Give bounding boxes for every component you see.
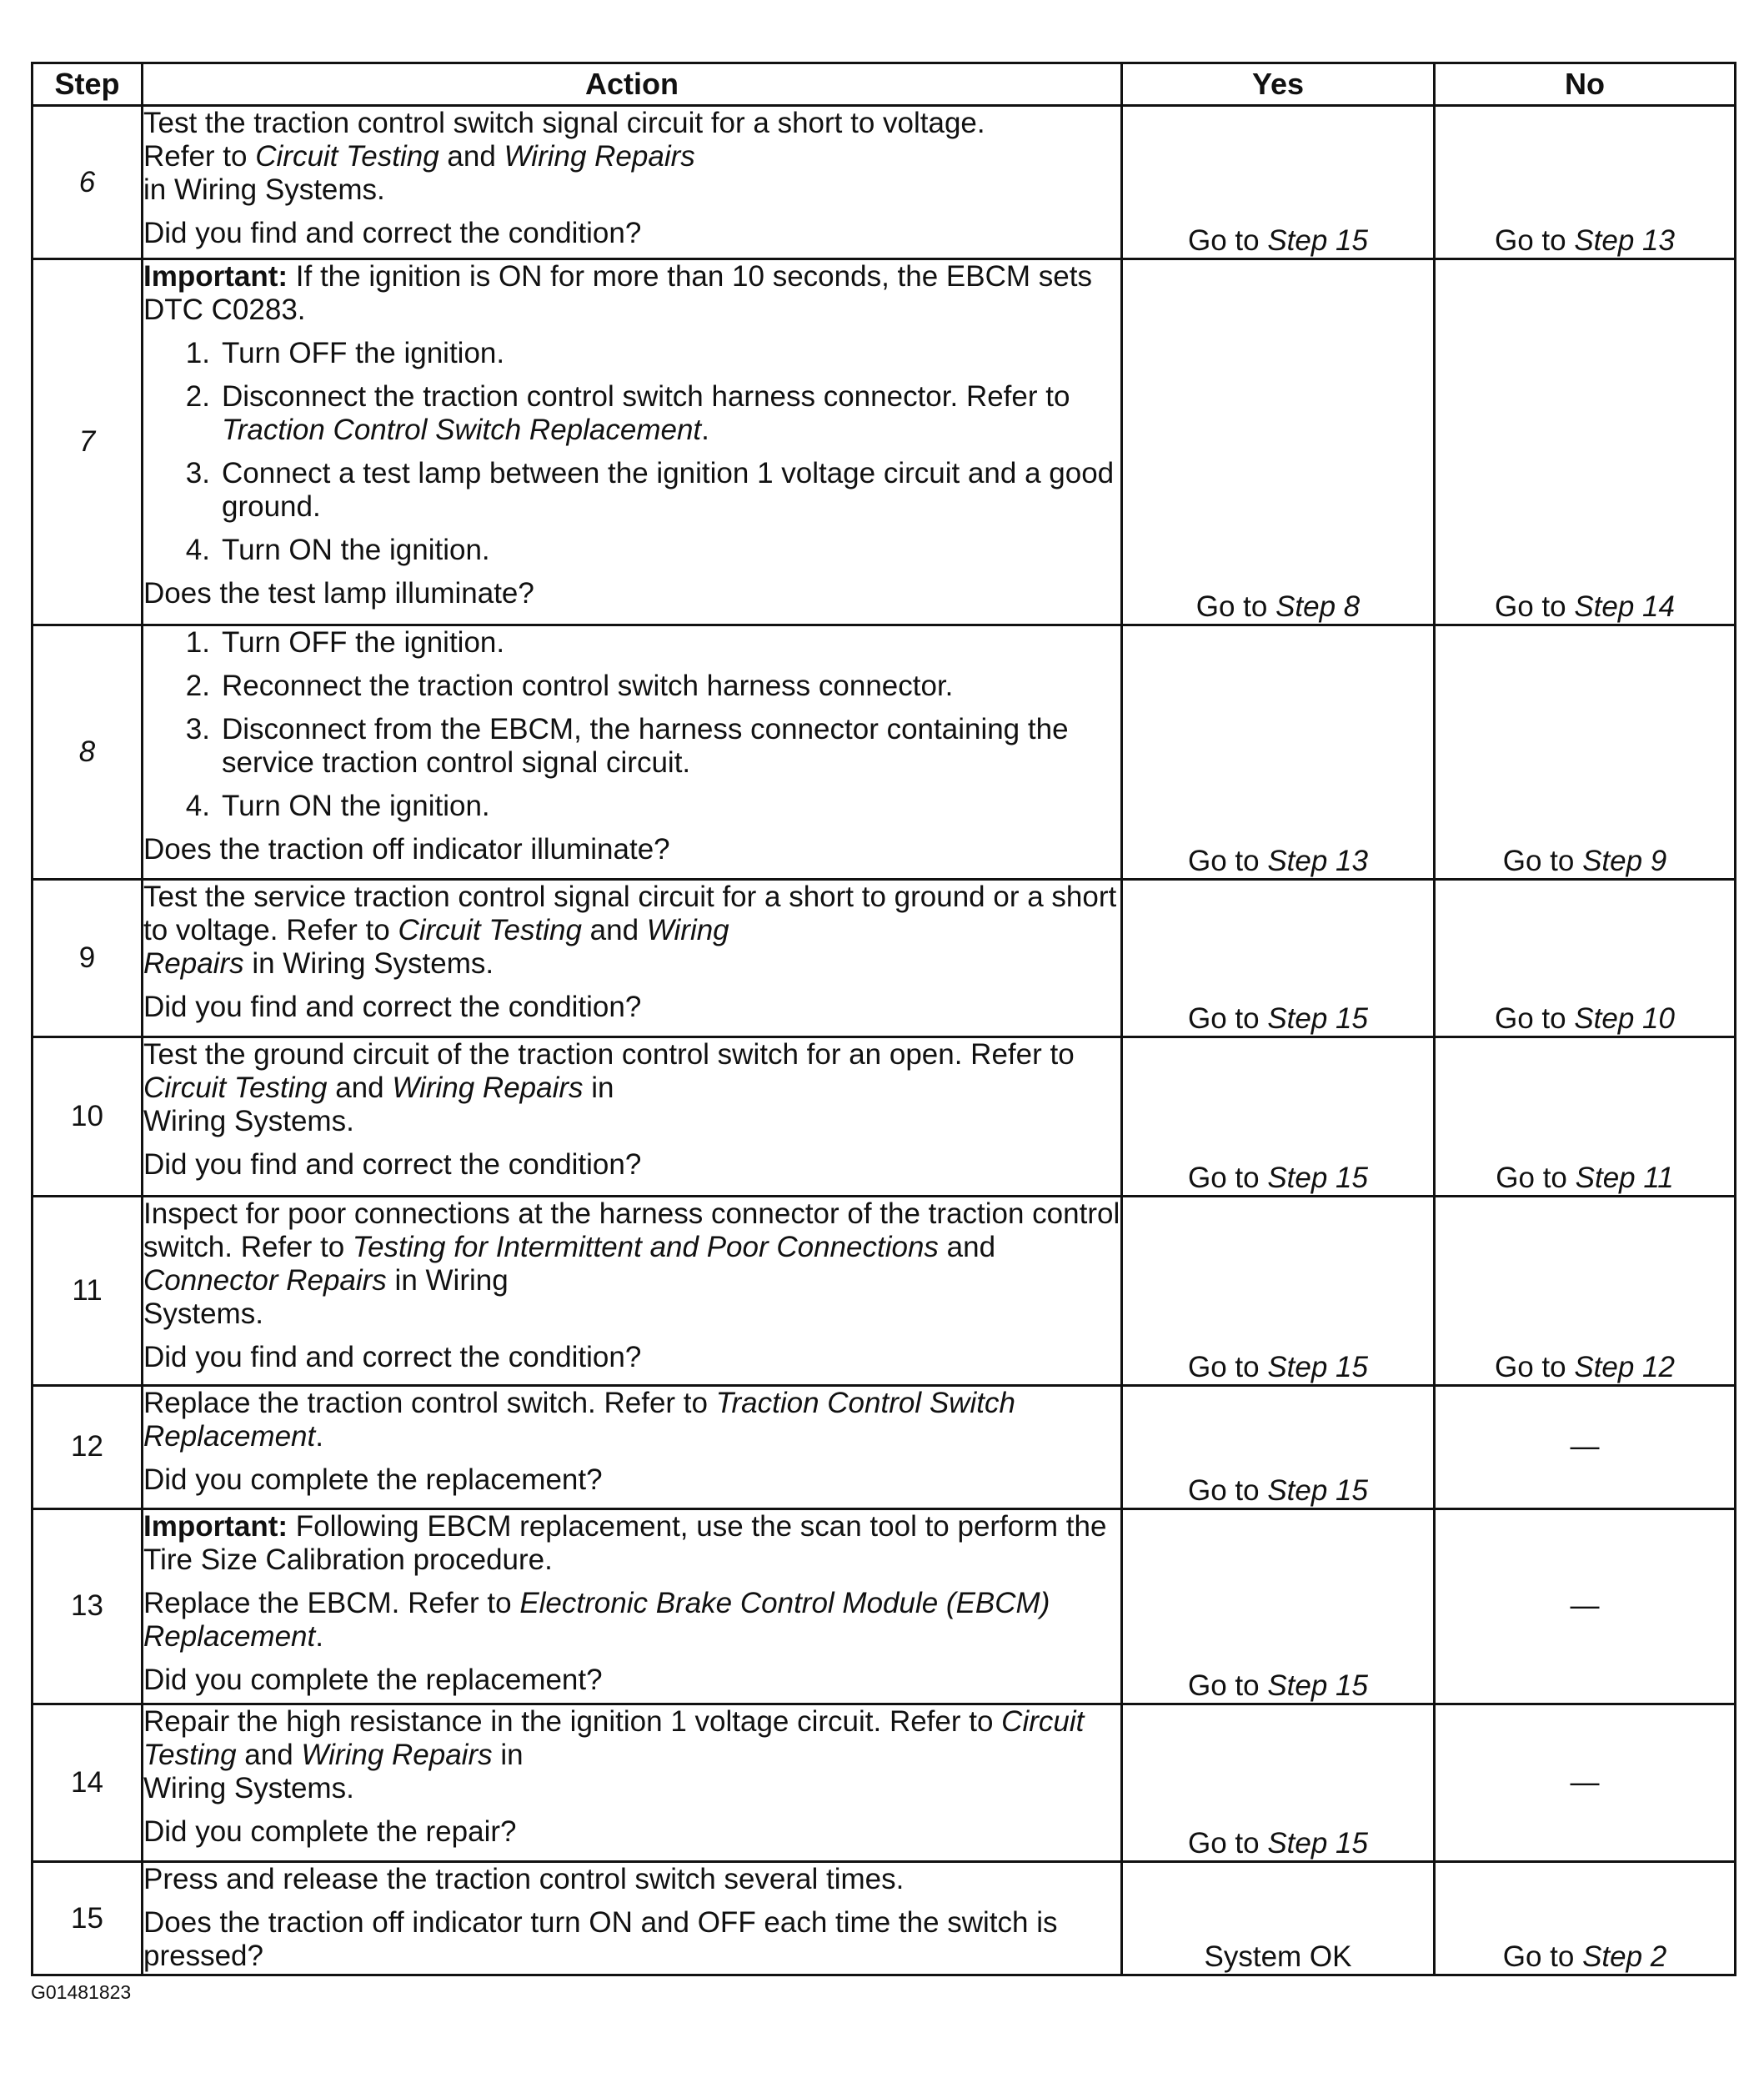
list-number: 1.	[185, 625, 210, 659]
yes-result	[1122, 106, 1435, 259]
text-run: Go to	[1495, 1350, 1575, 1383]
yes-result	[1122, 1862, 1435, 1975]
action-paragraph	[143, 1587, 1120, 1654]
action-cell	[143, 1508, 1122, 1704]
italic-ref: Step 12	[1574, 1350, 1675, 1383]
text-run: Go to	[1188, 1350, 1268, 1383]
italic-ref: Step 15	[1267, 1473, 1368, 1507]
text-run: in Wiring Systems.	[243, 947, 494, 981]
step-number: 11	[33, 1196, 143, 1385]
italic-ref: Wiring Repairs	[301, 1739, 493, 1772]
text-run: in Wiring	[386, 1263, 509, 1297]
no-result	[1435, 625, 1736, 880]
text-run: and	[581, 914, 647, 947]
table-row	[33, 1704, 1736, 1862]
no-result	[1435, 1704, 1736, 1862]
action-cell	[143, 1704, 1122, 1862]
table-row	[33, 1508, 1736, 1704]
step-number: 14	[33, 1704, 143, 1862]
step-number: 9	[33, 880, 143, 1037]
list-item	[143, 337, 1120, 370]
yes-result	[1122, 1037, 1435, 1196]
text-run: System OK	[1204, 1940, 1352, 1973]
list-text	[222, 670, 1120, 703]
table-row	[33, 1037, 1736, 1196]
text-run: Go to	[1188, 1002, 1268, 1036]
italic-ref: Step 15	[1267, 224, 1368, 258]
italic-ref: Wiring Repairs	[392, 1072, 584, 1105]
text-run: Go to	[1188, 1473, 1268, 1507]
list-number: 1.	[185, 337, 210, 370]
action-cell	[143, 880, 1122, 1037]
header-step: Step	[33, 63, 143, 106]
italic-ref: Step 15	[1267, 1350, 1368, 1383]
question-text: Does the test lamp illuminate?	[143, 577, 534, 610]
action-cell	[143, 106, 1122, 259]
action-paragraph	[143, 1705, 1120, 1805]
table-row	[33, 880, 1736, 1037]
list-number: 4.	[185, 789, 210, 822]
italic-ref: Step 15	[1267, 1827, 1368, 1860]
action-cell	[143, 625, 1122, 880]
text-run: Go to	[1188, 1161, 1268, 1194]
header-action: Action	[143, 63, 1122, 106]
text-run: Turn OFF the ignition.	[222, 337, 505, 370]
text-run: Reconnect the traction control switch harness connector.	[222, 669, 954, 702]
no-result	[1435, 106, 1736, 259]
action-paragraph	[143, 1510, 1120, 1577]
question-text: Does the traction off indicator illuminate?	[143, 832, 670, 866]
table-row	[33, 1196, 1736, 1385]
yes-result	[1122, 1704, 1435, 1862]
italic-ref: Step 11	[1575, 1161, 1674, 1194]
list-text	[222, 790, 1120, 823]
table-row	[33, 106, 1736, 259]
header-no: No	[1435, 63, 1736, 106]
yes-result	[1122, 259, 1435, 625]
text-run: .	[315, 1419, 323, 1453]
italic-ref: Step 14	[1574, 590, 1675, 623]
text-run: Turn ON the ignition.	[222, 534, 490, 567]
text-run: Refer to	[143, 140, 256, 173]
list-text	[222, 380, 1120, 447]
text-run: Test the ground circuit of the traction control switch for an open. Refer to	[143, 1038, 1075, 1072]
italic-ref: Connector Repairs	[143, 1263, 387, 1297]
bold-label: Important:	[143, 260, 288, 294]
list-text	[222, 457, 1120, 524]
text-run: Repair the high resistance in the ignition 1 voltage circuit. Refer to	[143, 1705, 1002, 1739]
text-run: Turn ON the ignition.	[222, 789, 490, 822]
italic-ref: Circuit Testing	[255, 140, 439, 173]
italic-ref: Step 13	[1267, 845, 1368, 878]
text-run: Wiring Systems.	[143, 1772, 354, 1805]
text-run: Go to	[1188, 1827, 1268, 1860]
list-number: 2.	[185, 669, 210, 702]
diagnostic-table	[31, 62, 1736, 1976]
table-body	[33, 106, 1736, 1975]
table-row	[33, 625, 1736, 880]
italic-ref: Testing for Intermittent and Poor Connections	[352, 1230, 939, 1263]
list-text	[222, 337, 1120, 370]
italic-ref: Step 15	[1267, 1002, 1368, 1036]
question-text: Did you complete the replacement?	[143, 1463, 603, 1496]
action-cell	[143, 1385, 1122, 1508]
question-text: Did you find and correct the condition?	[143, 217, 642, 249]
text-run: Go to	[1188, 845, 1268, 878]
text-run: Go to	[1495, 1002, 1575, 1036]
action-paragraph	[143, 1387, 1120, 1453]
action-paragraph	[143, 1197, 1120, 1331]
italic-ref: Circuit Testing	[143, 1705, 1085, 1772]
text-run: Go to	[1495, 224, 1575, 258]
action-paragraph	[143, 107, 1120, 207]
action-cell	[143, 259, 1122, 625]
yes-result	[1122, 1508, 1435, 1704]
text-run: Following EBCM replacement, use the scan tool to perform the Tire Size Calibration procedure.	[143, 1509, 1107, 1576]
step-number: 15	[33, 1862, 143, 1975]
italic-ref: Step 10	[1574, 1002, 1675, 1036]
italic-ref: Wiring	[646, 914, 729, 947]
step-number: 10	[33, 1037, 143, 1196]
text-run: Systems.	[143, 1297, 263, 1330]
question-text: Did you find and correct the condition?	[143, 1148, 642, 1182]
text-run: Connect a test lamp between the ignition 1 voltage circuit and a good ground.	[222, 457, 1115, 524]
yes-result	[1122, 1196, 1435, 1385]
text-run: and	[438, 140, 504, 173]
text-run: and	[327, 1072, 393, 1105]
text-run: and	[938, 1230, 996, 1263]
italic-ref: Circuit Testing	[398, 914, 582, 947]
list-number: 2.	[185, 380, 210, 414]
text-run: Press and release the traction control switch several times.	[143, 1863, 905, 1896]
text-run: Go to	[1188, 1669, 1268, 1703]
question-text: Did you complete the replacement?	[143, 1663, 603, 1696]
table-row	[33, 1862, 1736, 1975]
action-paragraph	[143, 881, 1120, 981]
question-text: Does the traction off indicator turn ON and OFF each time the switch is pressed?	[143, 1906, 1058, 1973]
list-number: 4.	[185, 534, 210, 567]
yes-result	[1122, 625, 1435, 880]
table-header-row	[33, 63, 1736, 106]
text-run: Replace the traction control switch. Refer to	[143, 1386, 716, 1419]
no-result	[1435, 1508, 1736, 1704]
step-number: 12	[33, 1385, 143, 1508]
header-yes: Yes	[1122, 63, 1435, 106]
text-run: If the ignition is ON for more than 10 seconds, the EBCM sets DTC C0283.	[143, 260, 1092, 327]
italic-ref: Step 15	[1267, 1161, 1368, 1194]
step-number: 8	[33, 625, 143, 880]
list-item	[143, 380, 1120, 447]
bold-label: Important:	[143, 1509, 288, 1543]
list-text	[222, 626, 1120, 660]
text-run: —	[1570, 1766, 1600, 1799]
action-cell	[143, 1196, 1122, 1385]
yes-result	[1122, 880, 1435, 1037]
text-run: in Wiring Systems.	[143, 173, 385, 206]
text-run: .	[701, 414, 709, 447]
list-item	[143, 626, 1120, 660]
question-text: Did you complete the repair?	[143, 1815, 517, 1849]
list-item	[143, 457, 1120, 524]
no-result	[1435, 1037, 1736, 1196]
text-run: Test the traction control switch signal circuit for a short to voltage.	[143, 107, 985, 139]
figure-id: G01481823	[31, 1981, 132, 2003]
action-paragraph	[143, 260, 1120, 327]
question-text: Did you find and correct the condition?	[143, 1340, 642, 1373]
italic-ref: Step 9	[1582, 845, 1667, 878]
text-run: —	[1570, 1430, 1600, 1463]
text-run: Inspect for poor connections at the harness connector of the traction control switch. Refer to	[143, 1197, 1120, 1263]
italic-ref: Wiring Repairs	[504, 140, 695, 173]
text-run: —	[1570, 1589, 1600, 1623]
action-paragraph	[143, 1863, 1120, 1896]
table-row	[33, 259, 1736, 625]
question-text: Did you find and correct the condition?	[143, 991, 642, 1024]
italic-ref: Traction Control Switch Replacement	[143, 1386, 1015, 1453]
no-result	[1435, 1862, 1736, 1975]
text-run: Go to	[1496, 1161, 1576, 1194]
text-run: and	[236, 1739, 302, 1772]
list-text	[222, 534, 1120, 567]
text-run: Replace the EBCM. Refer to	[143, 1586, 520, 1619]
step-number: 7	[33, 259, 143, 625]
italic-ref: Step 13	[1574, 224, 1675, 258]
text-run: in	[492, 1739, 524, 1772]
italic-ref: Step 8	[1275, 590, 1361, 623]
list-text	[222, 713, 1120, 780]
action-cell	[143, 1862, 1122, 1975]
list-number: 3.	[185, 712, 210, 745]
text-run: Go to	[1502, 1940, 1583, 1973]
text-run: Go to	[1195, 590, 1276, 623]
no-result	[1435, 1385, 1736, 1508]
text-run: Wiring Systems.	[143, 1105, 354, 1138]
no-result	[1435, 880, 1736, 1037]
text-run: .	[315, 1619, 323, 1653]
yes-result	[1122, 1385, 1435, 1508]
italic-ref: Traction Control Switch Replacement	[222, 414, 702, 447]
text-run: Go to	[1495, 590, 1575, 623]
no-result	[1435, 1196, 1736, 1385]
text-run: Disconnect the traction control switch harness connector. Refer to	[222, 380, 1070, 414]
action-paragraph	[143, 1038, 1120, 1138]
italic-ref: Step 2	[1582, 1940, 1667, 1973]
italic-ref: Step 15	[1267, 1669, 1368, 1703]
text-run: Go to	[1188, 224, 1268, 258]
table-row	[33, 1385, 1736, 1508]
list-item	[143, 534, 1120, 567]
text-run: Go to	[1502, 845, 1583, 878]
list-item	[143, 670, 1120, 703]
list-item	[143, 790, 1120, 823]
italic-ref: Repairs	[143, 947, 244, 981]
step-number: 13	[33, 1508, 143, 1704]
text-run: Test the service traction control signal circuit for a short to ground or a short to voltage. Refer to	[143, 881, 1117, 947]
italic-ref: Electronic Brake Control Module (EBCM) Replacement	[143, 1586, 1050, 1653]
italic-ref: Circuit Testing	[143, 1072, 328, 1105]
action-cell	[143, 1037, 1122, 1196]
list-number: 3.	[185, 457, 210, 490]
step-number: 6	[33, 106, 143, 259]
list-item	[143, 713, 1120, 780]
no-result	[1435, 259, 1736, 625]
text-run: in	[583, 1072, 614, 1105]
text-run: Disconnect from the EBCM, the harness connector containing the service traction control signal circuit.	[222, 712, 1069, 779]
text-run: Turn OFF the ignition.	[222, 625, 505, 659]
